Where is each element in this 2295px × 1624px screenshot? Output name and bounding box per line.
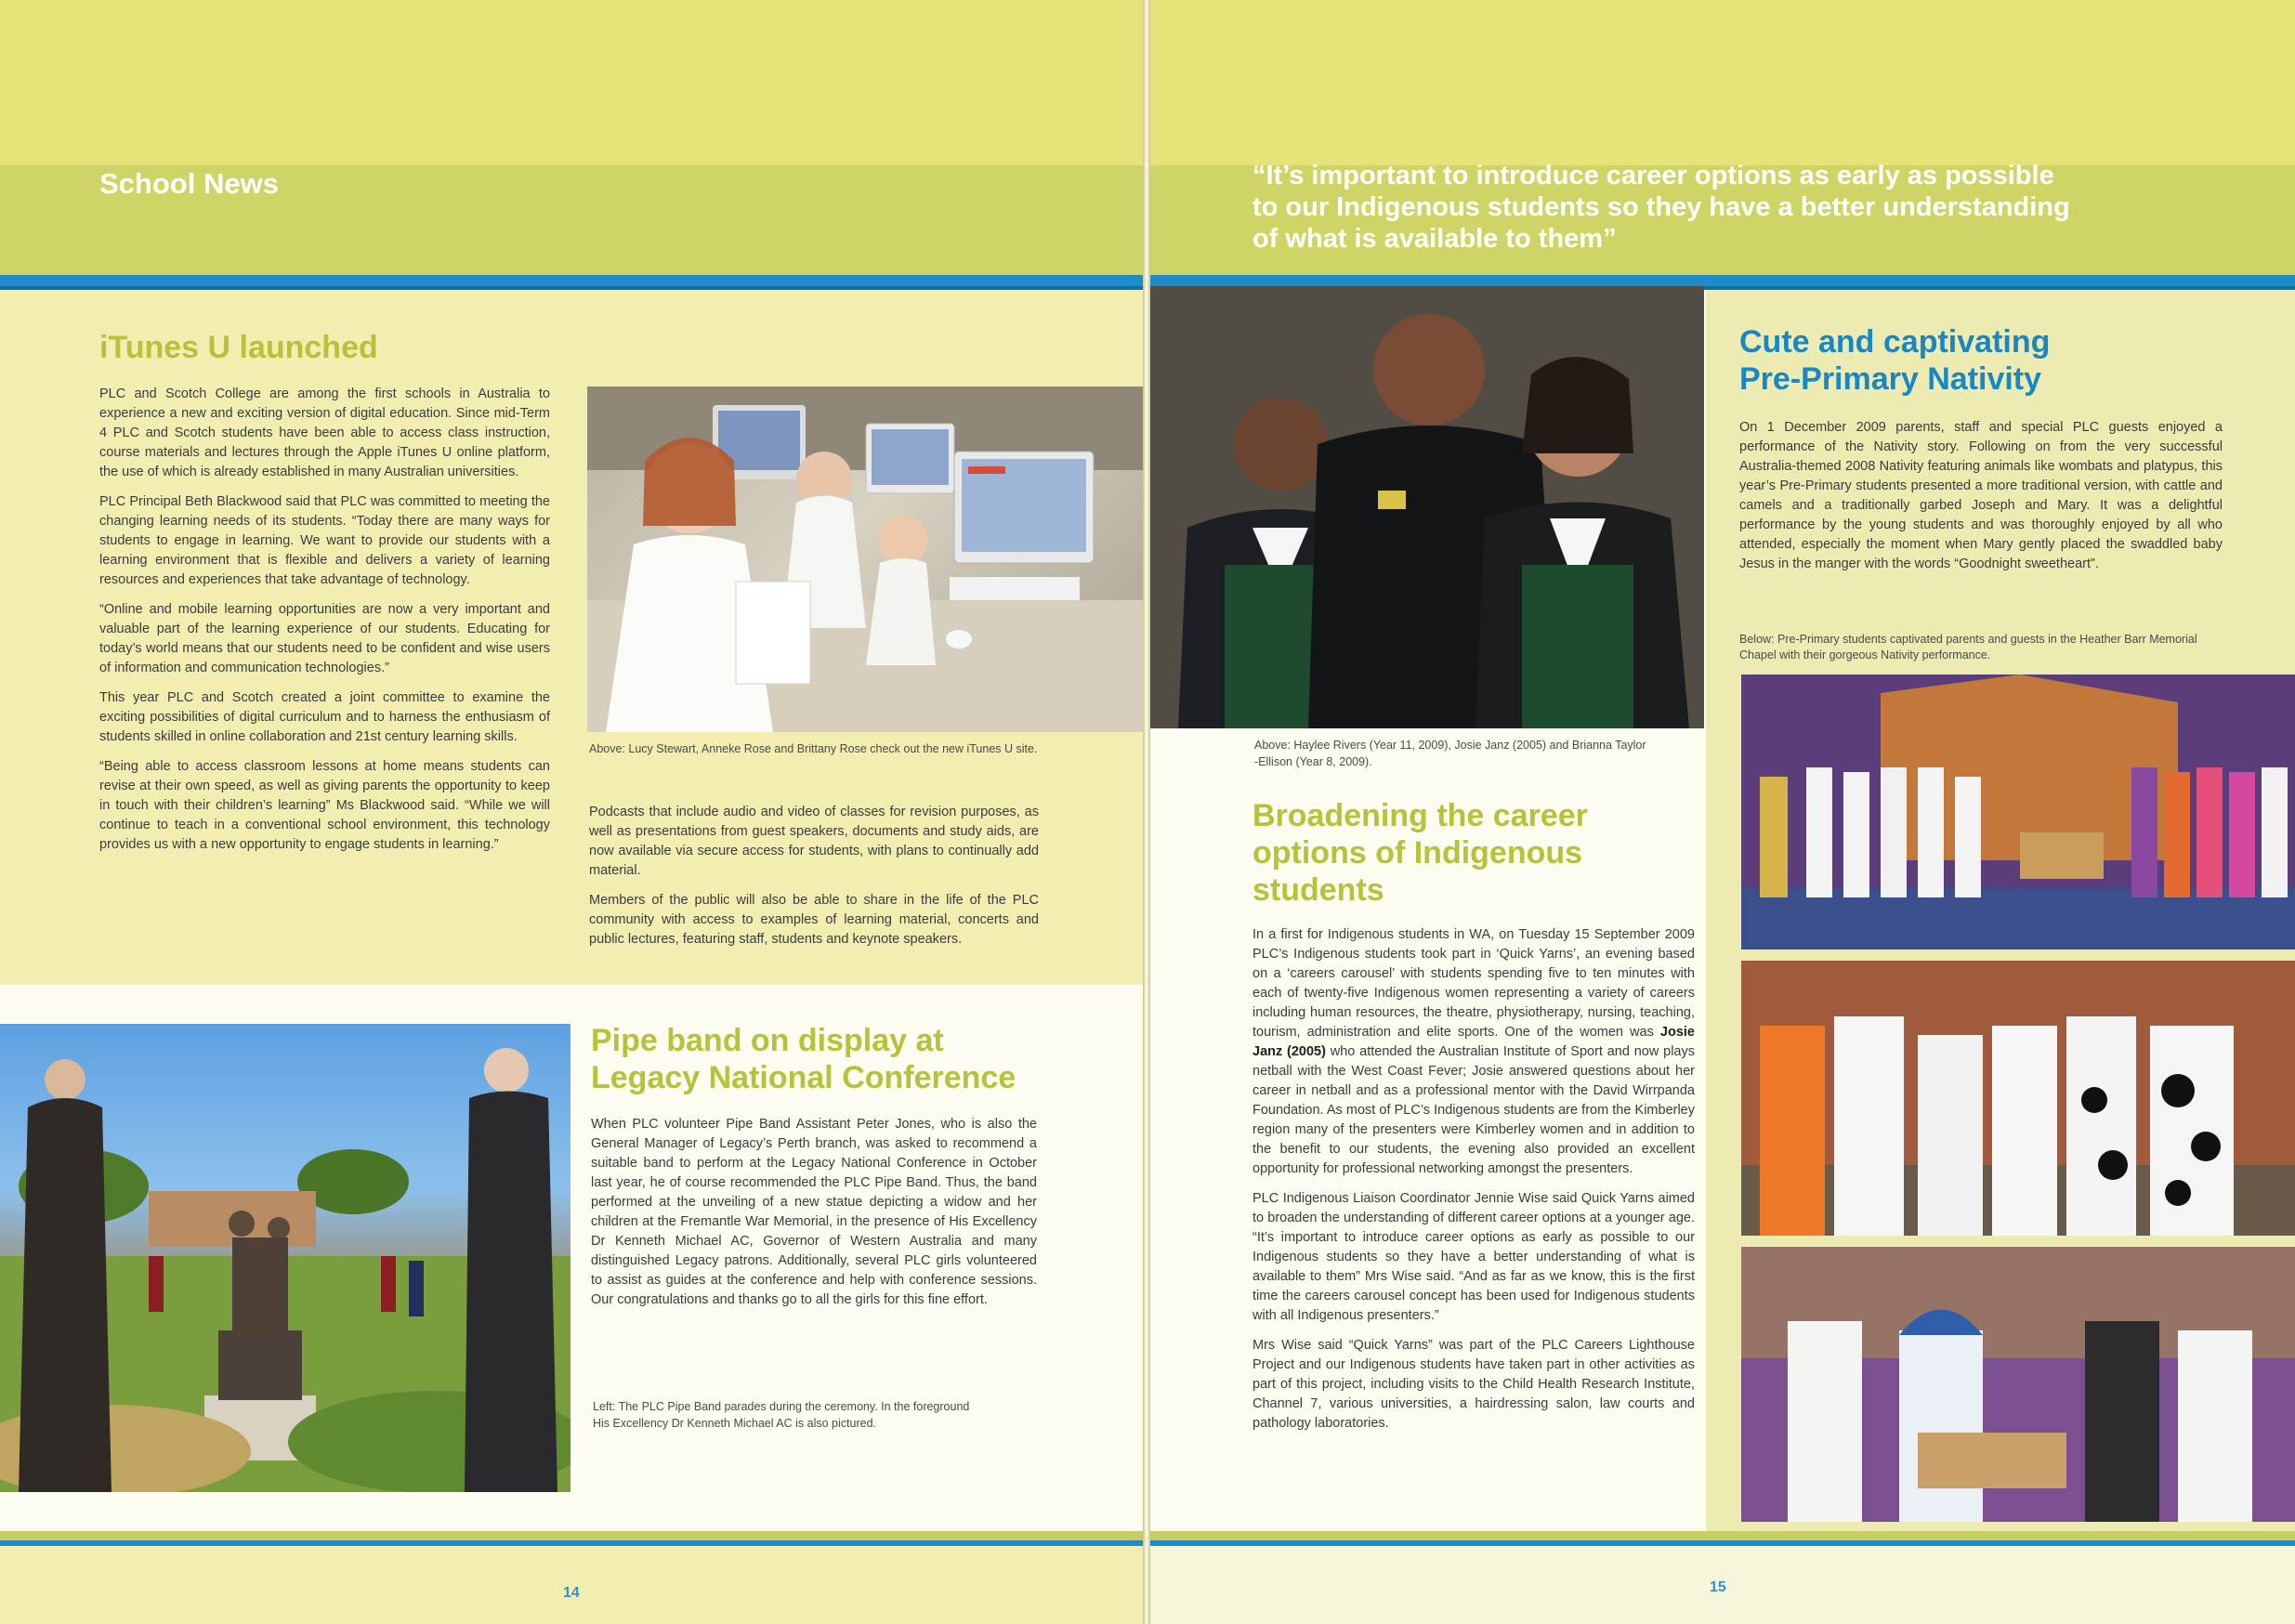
nativity-manger-illustration — [1741, 1247, 2295, 1522]
page-number-left: 14 — [563, 1585, 580, 1601]
itunes-article: PLC and Scotch College are among the first schools in Australia to experience a new and exciting version of digital education. Since mid-Term 4 PLC and Scotch students have been able to access class instruction, course materials and lectures through the Apple iTunes U online platform, the use of which is already established in many Australian universities. PLC Principal Beth Blackwood said that PLC was committed to meeting the changing learning needs of its students. “Today there are many ways for students to engage in learning. We want to provide our students with a learning environment that is flexible and delivers a variety of learning resources and experiences that take advantage of technology. “Online and mobile learning opportunities are now a very important and valuable part of the learning experience of our students. Educating for today’s world means that our students need to be confident and wise users of information and communication technologies.” This year PLC and Scotch created a joint committee to examine the exciting possibilities of digital curriculum and to harness the enthusiasm of students skilled in online collaboration and 21st century learning skills. “Being able to access classroom lessons at home means students can revise at their own speed, as well as giving parents the opportunity to keep in touch with their children’s learning” Ms Blackwood said. “While we will continue to teach in a conventional school environment, this technology provides us with a new opportunity to engage students in learning.” — [99, 386, 550, 852]
nativity-photo-2 — [1741, 961, 2295, 1236]
careers-photo-caption-line2: -Ellison (Year 8, 2009). — [1254, 755, 1372, 768]
pipe-band-illustration — [0, 1024, 570, 1492]
book-spine — [1143, 0, 1150, 1624]
right-page — [1150, 0, 2295, 1624]
careers-students-photo — [1150, 286, 1704, 728]
pull-quote-line2: to our Indigenous students so they have a better understanding — [1252, 192, 2070, 222]
nativity-article: On 1 December 2009 parents, staff and special PLC guests enjoyed a performance of the Nativity story. Following on from the very successful Australia-themed 2008 Nativity featuring animals like wombats and platypus, this year’s Pre-Primary students presented a more traditional version, with cattle and camels and a traditionally garbed Joseph and Mary. It was a delightful performance by the young students and was thoroughly enjoyed by all who attended, especially the moment when Mary gently placed the swaddled baby Jesus in the manger with the words “Goodnight sweetheart”. — [1739, 420, 2223, 571]
careers-heading-line2: options of Indigenous — [1252, 835, 1583, 871]
pipe-band-caption-line2: His Excellency Dr Kenneth Michael AC is also pictured. — [593, 1417, 876, 1430]
nativity-heading-line2: Pre-Primary Nativity — [1739, 361, 2042, 397]
page-number-right: 15 — [1710, 1579, 1726, 1595]
nativity-caption: Below: Pre-Primary students captivated parents and guests in the Heather Barr Memorial Chapel with their gorgeous Nativity performance. — [1739, 633, 2197, 661]
careers-photo-illustration — [1150, 286, 1704, 728]
nativity-photo-3 — [1741, 1247, 2295, 1522]
nativity-stage-illustration — [1741, 674, 2295, 950]
itunes-photo-caption: Above: Lucy Stewart, Anneke Rose and Brittany Rose check out the new iTunes U site. — [589, 742, 1038, 755]
josie-janz-name: Josie Janz (2005) — [1252, 1025, 1695, 1059]
section-title: School News — [99, 167, 279, 200]
careers-heading-line1: Broadening the career — [1252, 798, 1588, 833]
pipe-band-heading-line1: Pipe band on display at — [591, 1023, 944, 1058]
pipe-band-caption-line1: Left: The PLC Pipe Band parades during the ceremony. In the foreground — [593, 1400, 970, 1413]
nativity-heading-line1: Cute and captivating — [1739, 324, 2051, 360]
itunes-heading: iTunes U launched — [99, 330, 378, 365]
pull-quote-line3: of what is available to them” — [1252, 224, 1617, 254]
nativity-animals-illustration — [1741, 961, 2295, 1236]
nativity-photo-1 — [1741, 674, 2295, 950]
pipe-band-photo — [0, 1024, 570, 1492]
careers-heading-line3: students — [1252, 872, 1384, 908]
itunes-photo-illustration — [587, 386, 1143, 732]
pull-quote-line1: “It’s important to introduce career options as early as possible — [1252, 161, 2054, 190]
pipe-band-heading-line2: Legacy National Conference — [591, 1060, 1016, 1095]
pipe-band-article: When PLC volunteer Pipe Band Assistant Peter Jones, who is also the General Manager of Legacy’s Perth branch, was asked to recommend a suitable band to perform at the Legacy National Conference in October last year, he of course recommended the PLC Pipe Band. Thus, the band performed at the unveiling of a new statue depicting a widow and her children at the Fremantle War Memorial, in the presence of His Excellency Dr Kenneth Michael AC, Governor of Western Australia and many distinguished Legacy patrons. Additionally, several PLC girls volunteered to assist as guides at the conference and help with conference sessions. Our congratulations and thanks go to all the girls for this fine effort. — [591, 1117, 1037, 1307]
careers-article: In a first for Indigenous students in WA, on Tuesday 15 September 2009 PLC’s Indigenous students took part in ‘Quick Yarns’, an evening based on a ‘careers carousel’ with students spending five to ten minutes with each of twenty-five Indigenous women representing a variety of careers including human resources, the theatre, physiotherapy, nursing, teaching, tourism, administration and elite sports. One of the women was Josie Janz (2005) who attended the Australian Institute of Sport and now plays netball with the West Coast Fever; Josie answered questions about her career in netball and as a professional mentor with the David Wirrpanda Foundation. As most of PLC’s Indigenous students are from the Kimberley region many of the presenters were Kimberley women and in addition to the benefit to our students, the evening also provided an excellent opportunity for professional networking amongst the presenters. PLC Indigenous Liaison Coordinator Jennie Wise said Quick Yarns aimed to broaden the understanding of different career options at a younger age. “It’s important to introduce career options as early as possible to our Indigenous students so they have a better understanding of what is available to them” Mrs Wise said. “And as far as we know, this is the first time the careers carousel concept has been used for Indigenous students with all Indigenous presenters.” Mrs Wise said “Quick Yarns” was part of the PLC Careers Lighthouse Project and our Indigenous students have taken part in other activities as part of this project, including visits to the Child Health Research Institute, Channel 7, various universities, a hairdressing salon, law courts and pathology laboratories. — [1252, 927, 1695, 1431]
left-page — [0, 0, 1143, 1624]
itunes-students-photo — [587, 386, 1143, 732]
itunes-article-continued: Podcasts that include audio and video of classes for revision purposes, as well as presentations from guest speakers, documents and study aids, are now available via secure access for students, with plans to continually add material. Members of the public will also be able to share in the life of the PLC community with access to examples of learning material, concerts and public lectures, featuring staff, students and keynote speakers. — [589, 805, 1039, 947]
careers-photo-caption-line1: Above: Haylee Rivers (Year 11, 2009), Josie Janz (2005) and Brianna Taylor — [1254, 739, 1646, 752]
